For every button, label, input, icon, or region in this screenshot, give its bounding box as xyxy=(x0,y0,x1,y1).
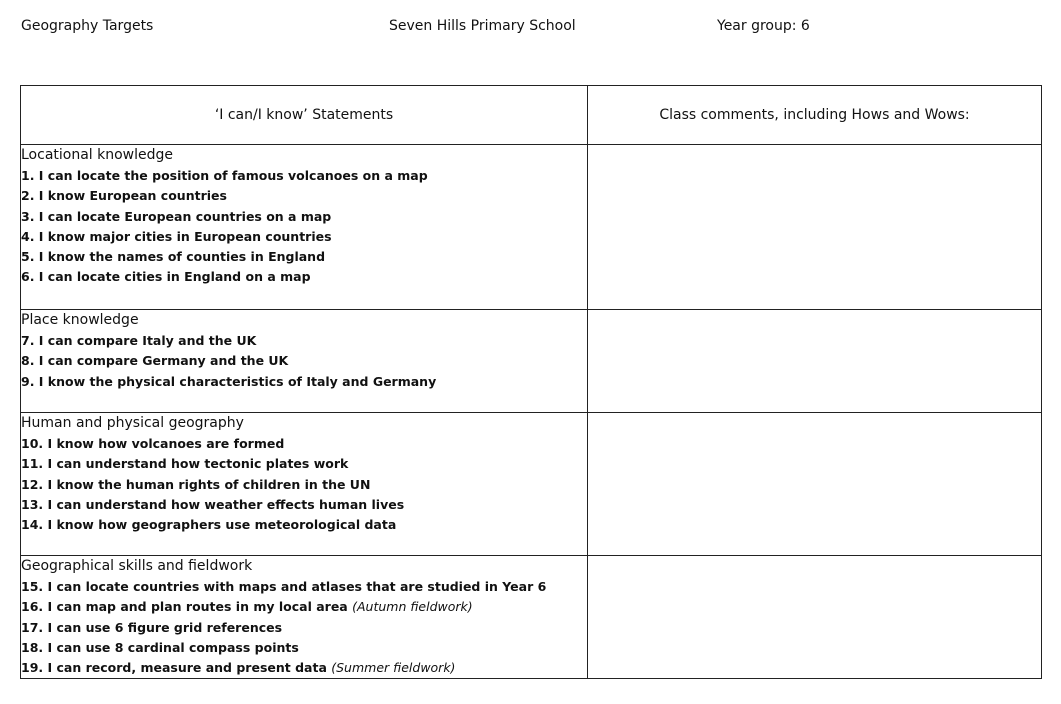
list-item xyxy=(21,618,587,638)
list-item xyxy=(21,495,587,515)
document-header xyxy=(21,18,1041,40)
list-item xyxy=(21,658,587,678)
list-item xyxy=(21,638,587,658)
section-title: Geographical skills and fieldwork xyxy=(21,558,253,574)
statement-text: 16. I can map and plan routes in my local area xyxy=(21,599,348,615)
list-item xyxy=(21,267,587,287)
comments-heading: Class comments, including Hows and Wows: xyxy=(588,86,1042,145)
table-row xyxy=(21,413,1042,556)
list-item xyxy=(21,475,587,495)
statement-text: 4. I know major cities in European countries xyxy=(21,228,332,244)
list-item xyxy=(21,166,587,186)
statement-list xyxy=(21,577,587,678)
statements-cell xyxy=(21,556,588,679)
section-title: Place knowledge xyxy=(21,312,139,328)
list-item xyxy=(21,577,587,597)
list-item xyxy=(21,207,587,227)
table-header-row xyxy=(21,86,1042,145)
list-item xyxy=(21,247,587,267)
section-title: Locational knowledge xyxy=(21,147,174,163)
statement-text: 8. I can compare Germany and the UK xyxy=(21,353,289,369)
comments-cell[interactable] xyxy=(588,145,1042,310)
list-item xyxy=(21,372,587,392)
statement-text: 9. I know the physical characteristics of Italy and Germany xyxy=(21,373,437,389)
statement-text: 15. I can locate countries with maps and atlases that are studied in Year 6 xyxy=(21,579,547,594)
list-item xyxy=(21,597,587,617)
statement-text: 7. I can compare Italy and the UK xyxy=(21,333,257,348)
statement-list xyxy=(21,434,587,535)
list-item xyxy=(21,515,587,535)
list-item xyxy=(21,331,587,351)
comments-cell[interactable] xyxy=(588,310,1042,413)
statement-list xyxy=(21,166,587,288)
comments-cell[interactable] xyxy=(588,413,1042,556)
statement-note: (Autumn fieldwork) xyxy=(352,599,473,615)
list-item xyxy=(21,454,587,474)
table-row xyxy=(21,556,1042,679)
table-row xyxy=(21,310,1042,413)
list-item xyxy=(21,186,587,206)
statement-text: 18. I can use 8 cardinal compass points xyxy=(21,639,299,655)
school-name: Seven Hills Primary School xyxy=(389,18,576,34)
table-row xyxy=(21,145,1042,310)
list-item xyxy=(21,227,587,247)
statement-note: (Summer fieldwork) xyxy=(331,660,456,676)
year-group: Year group: 6 xyxy=(717,18,810,34)
statement-text: 11. I can understand how tectonic plates work xyxy=(21,456,349,472)
statement-text: 14. I know how geographers use meteorological data xyxy=(21,517,397,533)
statement-text: 3. I can locate European countries on a map xyxy=(21,208,332,224)
statement-text: 2. I know European countries xyxy=(21,188,227,204)
statements-cell xyxy=(21,413,588,556)
statement-text: 17. I can use 6 figure grid references xyxy=(21,619,283,635)
statements-heading: ‘I can/I know’ Statements xyxy=(21,86,588,145)
statement-list xyxy=(21,331,587,392)
statement-text: 5. I know the names of counties in England xyxy=(21,249,326,265)
statement-text: 6. I can locate cities in England on a map xyxy=(21,269,311,285)
targets-table xyxy=(20,85,1042,679)
statement-text: 12. I know the human rights of children in the UN xyxy=(21,476,371,492)
statements-cell xyxy=(21,310,588,413)
document-title: Geography Targets xyxy=(21,18,154,34)
list-item xyxy=(21,434,587,454)
statement-text: 1. I can locate the position of famous volcanoes on a map xyxy=(21,168,428,183)
list-item xyxy=(21,351,587,371)
statement-text: 19. I can record, measure and present data xyxy=(21,660,327,676)
statements-cell xyxy=(21,145,588,310)
statement-text: 10. I know how volcanoes are formed xyxy=(21,436,285,451)
statement-text: 13. I can understand how weather effects human lives xyxy=(21,496,405,512)
comments-cell[interactable] xyxy=(588,556,1042,679)
section-title: Human and physical geography xyxy=(21,415,244,431)
